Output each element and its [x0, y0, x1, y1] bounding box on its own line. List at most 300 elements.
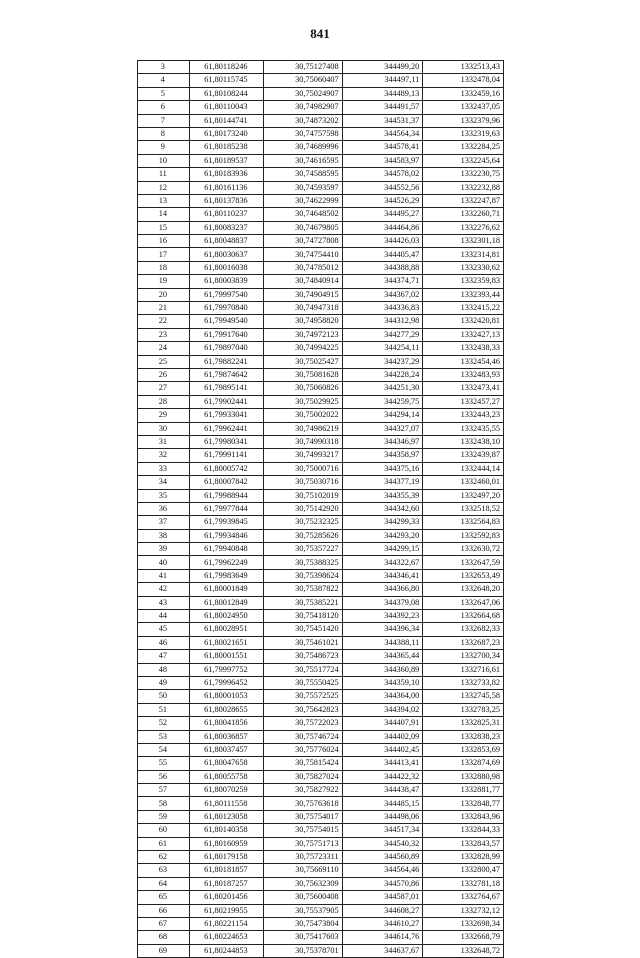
latitude-cell: 61,80219955	[189, 904, 263, 917]
longitude-cell: 30,75398624	[264, 569, 343, 582]
longitude-cell: 30,74993217	[264, 449, 343, 462]
table-row	[138, 208, 504, 221]
point-number-cell: 15	[138, 221, 190, 234]
table-row	[138, 877, 504, 890]
latitude-cell: 61,80110237	[189, 208, 263, 221]
longitude-cell: 30,75081628	[264, 368, 343, 381]
point-number-cell: 3	[138, 61, 190, 74]
point-number-cell: 57	[138, 784, 190, 797]
latitude-cell: 61,80001849	[189, 583, 263, 596]
point-number-cell: 63	[138, 864, 190, 877]
x-coordinate-cell: 344355,39	[342, 489, 423, 502]
x-coordinate-cell: 344299,15	[342, 543, 423, 556]
table-row	[138, 516, 504, 529]
y-coordinate-cell: 1332314,81	[423, 248, 504, 261]
y-coordinate-cell: 1332848,77	[423, 797, 504, 810]
latitude-cell: 61,80108244	[189, 87, 263, 100]
y-coordinate-cell: 1332439,87	[423, 449, 504, 462]
longitude-cell: 30,75723311	[264, 851, 343, 864]
table-row	[138, 141, 504, 154]
longitude-cell: 30,75142920	[264, 502, 343, 515]
longitude-cell: 30,74757598	[264, 127, 343, 140]
x-coordinate-cell: 344402,45	[342, 743, 423, 756]
point-number-cell: 27	[138, 382, 190, 395]
x-coordinate-cell: 344610,27	[342, 918, 423, 931]
y-coordinate-cell: 1332438,33	[423, 342, 504, 355]
table-row	[138, 569, 504, 582]
y-coordinate-cell: 1332513,43	[423, 61, 504, 74]
longitude-cell: 30,74990318	[264, 435, 343, 448]
y-coordinate-cell: 1332668,79	[423, 931, 504, 944]
y-coordinate-cell: 1332379,96	[423, 114, 504, 127]
point-number-cell: 31	[138, 435, 190, 448]
point-number-cell: 26	[138, 368, 190, 381]
latitude-cell: 61,80115745	[189, 74, 263, 87]
table-row	[138, 288, 504, 301]
x-coordinate-cell: 344322,67	[342, 556, 423, 569]
longitude-cell: 30,75387822	[264, 583, 343, 596]
y-coordinate-cell: 1332443,23	[423, 409, 504, 422]
latitude-cell: 61,80144741	[189, 114, 263, 127]
x-coordinate-cell: 344570,86	[342, 877, 423, 890]
latitude-cell: 61,80118246	[189, 61, 263, 74]
table-row	[138, 891, 504, 904]
latitude-cell: 61,79996452	[189, 676, 263, 689]
table-row	[138, 221, 504, 234]
x-coordinate-cell: 344312,98	[342, 315, 423, 328]
point-number-cell: 44	[138, 610, 190, 623]
longitude-cell: 30,74679805	[264, 221, 343, 234]
point-number-cell: 68	[138, 931, 190, 944]
point-number-cell: 54	[138, 743, 190, 756]
table-row	[138, 743, 504, 756]
y-coordinate-cell: 1332438,10	[423, 435, 504, 448]
x-coordinate-cell: 344405,47	[342, 248, 423, 261]
longitude-cell: 30,74840914	[264, 275, 343, 288]
point-number-cell: 52	[138, 717, 190, 730]
latitude-cell: 61,79940848	[189, 543, 263, 556]
x-coordinate-cell: 344251,30	[342, 382, 423, 395]
y-coordinate-cell: 1332284,25	[423, 141, 504, 154]
table-row	[138, 730, 504, 743]
x-coordinate-cell: 344485,15	[342, 797, 423, 810]
x-coordinate-cell: 344364,00	[342, 690, 423, 703]
latitude-cell: 61,80173240	[189, 127, 263, 140]
point-number-cell: 9	[138, 141, 190, 154]
x-coordinate-cell: 344277,29	[342, 328, 423, 341]
table-row	[138, 703, 504, 716]
latitude-cell: 61,80137836	[189, 194, 263, 207]
x-coordinate-cell: 344375,16	[342, 462, 423, 475]
x-coordinate-cell: 344374,71	[342, 275, 423, 288]
table-row	[138, 127, 504, 140]
longitude-cell: 30,74958820	[264, 315, 343, 328]
latitude-cell: 61,80028951	[189, 623, 263, 636]
latitude-cell: 61,79977844	[189, 502, 263, 515]
y-coordinate-cell: 1332800,47	[423, 864, 504, 877]
latitude-cell: 61,80070259	[189, 784, 263, 797]
x-coordinate-cell: 344367,02	[342, 288, 423, 301]
y-coordinate-cell: 1332828,99	[423, 851, 504, 864]
latitude-cell: 61,80012849	[189, 596, 263, 609]
x-coordinate-cell: 344388,11	[342, 636, 423, 649]
x-coordinate-cell: 344578,41	[342, 141, 423, 154]
longitude-cell: 30,75754015	[264, 824, 343, 837]
latitude-cell: 61,80111558	[189, 797, 263, 810]
table-row	[138, 824, 504, 837]
point-number-cell: 11	[138, 168, 190, 181]
longitude-cell: 30,75024907	[264, 87, 343, 100]
point-number-cell: 6	[138, 101, 190, 114]
point-number-cell: 18	[138, 261, 190, 274]
y-coordinate-cell: 1332664,68	[423, 610, 504, 623]
latitude-cell: 61,79988944	[189, 489, 263, 502]
longitude-cell: 30,75827024	[264, 770, 343, 783]
latitude-cell: 61,80037457	[189, 743, 263, 756]
table-row	[138, 810, 504, 823]
point-number-cell: 42	[138, 583, 190, 596]
x-coordinate-cell: 344359,10	[342, 676, 423, 689]
latitude-cell: 61,80161136	[189, 181, 263, 194]
x-coordinate-cell: 344526,29	[342, 194, 423, 207]
table-row	[138, 302, 504, 315]
y-coordinate-cell: 1332454,46	[423, 355, 504, 368]
point-number-cell: 60	[138, 824, 190, 837]
point-number-cell: 24	[138, 342, 190, 355]
longitude-cell: 30,75600408	[264, 891, 343, 904]
longitude-cell: 30,75763618	[264, 797, 343, 810]
y-coordinate-cell: 1332881,77	[423, 784, 504, 797]
y-coordinate-cell: 1332853,69	[423, 743, 504, 756]
point-number-cell: 65	[138, 891, 190, 904]
y-coordinate-cell: 1332276,62	[423, 221, 504, 234]
table-row	[138, 610, 504, 623]
latitude-cell: 61,80224653	[189, 931, 263, 944]
table-row	[138, 101, 504, 114]
x-coordinate-cell: 344498,06	[342, 810, 423, 823]
table-row	[138, 663, 504, 676]
longitude-cell: 30,74785012	[264, 261, 343, 274]
x-coordinate-cell: 344531,37	[342, 114, 423, 127]
longitude-cell: 30,75827922	[264, 784, 343, 797]
point-number-cell: 37	[138, 516, 190, 529]
point-number-cell: 25	[138, 355, 190, 368]
table-row	[138, 422, 504, 435]
latitude-cell: 61,80160959	[189, 837, 263, 850]
point-number-cell: 43	[138, 596, 190, 609]
table-row	[138, 248, 504, 261]
point-number-cell: 56	[138, 770, 190, 783]
point-number-cell: 62	[138, 851, 190, 864]
y-coordinate-cell: 1332260,71	[423, 208, 504, 221]
latitude-cell: 61,80024950	[189, 610, 263, 623]
table-row	[138, 489, 504, 502]
y-coordinate-cell: 1332698,34	[423, 918, 504, 931]
x-coordinate-cell: 344637,67	[342, 944, 423, 957]
latitude-cell: 61,80110043	[189, 101, 263, 114]
y-coordinate-cell: 1332648,20	[423, 583, 504, 596]
latitude-cell: 61,80083237	[189, 221, 263, 234]
point-number-cell: 28	[138, 395, 190, 408]
point-number-cell: 39	[138, 543, 190, 556]
point-number-cell: 5	[138, 87, 190, 100]
y-coordinate-cell: 1332437,05	[423, 101, 504, 114]
latitude-cell: 61,80244853	[189, 944, 263, 957]
longitude-cell: 30,75572525	[264, 690, 343, 703]
y-coordinate-cell: 1332880,98	[423, 770, 504, 783]
latitude-cell: 61,80007842	[189, 476, 263, 489]
table-row	[138, 676, 504, 689]
table-row	[138, 61, 504, 74]
table-row	[138, 74, 504, 87]
latitude-cell: 61,79980341	[189, 435, 263, 448]
table-row	[138, 596, 504, 609]
latitude-cell: 61,80047658	[189, 757, 263, 770]
latitude-cell: 61,80016038	[189, 261, 263, 274]
x-coordinate-cell: 344587,01	[342, 891, 423, 904]
table-row	[138, 529, 504, 542]
point-number-cell: 14	[138, 208, 190, 221]
x-coordinate-cell: 344346,41	[342, 569, 423, 582]
table-row	[138, 851, 504, 864]
table-row	[138, 623, 504, 636]
latitude-cell: 61,80189537	[189, 154, 263, 167]
latitude-cell: 61,79962441	[189, 422, 263, 435]
point-number-cell: 50	[138, 690, 190, 703]
latitude-cell: 61,79895141	[189, 382, 263, 395]
longitude-cell: 30,75722023	[264, 717, 343, 730]
y-coordinate-cell: 1332459,16	[423, 87, 504, 100]
x-coordinate-cell: 344342,60	[342, 502, 423, 515]
table-row	[138, 395, 504, 408]
longitude-cell: 30,74994225	[264, 342, 343, 355]
point-number-cell: 32	[138, 449, 190, 462]
longitude-cell: 30,75285626	[264, 529, 343, 542]
y-coordinate-cell: 1332687,23	[423, 636, 504, 649]
y-coordinate-cell: 1332682,33	[423, 623, 504, 636]
longitude-cell: 30,74727808	[264, 235, 343, 248]
table-row	[138, 87, 504, 100]
latitude-cell: 61,79933041	[189, 409, 263, 422]
point-number-cell: 17	[138, 248, 190, 261]
latitude-cell: 61,79917640	[189, 328, 263, 341]
point-number-cell: 66	[138, 904, 190, 917]
x-coordinate-cell: 344540,32	[342, 837, 423, 850]
table-row	[138, 194, 504, 207]
longitude-cell: 30,74873202	[264, 114, 343, 127]
x-coordinate-cell: 344394,02	[342, 703, 423, 716]
point-number-cell: 40	[138, 556, 190, 569]
table-row	[138, 904, 504, 917]
longitude-cell: 30,74622999	[264, 194, 343, 207]
table-row	[138, 435, 504, 448]
table-row	[138, 650, 504, 663]
longitude-cell: 30,75029925	[264, 395, 343, 408]
x-coordinate-cell: 344464,86	[342, 221, 423, 234]
point-number-cell: 23	[138, 328, 190, 341]
longitude-cell: 30,75632309	[264, 877, 343, 890]
x-coordinate-cell: 344578,02	[342, 168, 423, 181]
y-coordinate-cell: 1332838,23	[423, 730, 504, 743]
longitude-cell: 30,75473804	[264, 918, 343, 931]
longitude-cell: 30,75517724	[264, 663, 343, 676]
longitude-cell: 30,75127408	[264, 61, 343, 74]
point-number-cell: 38	[138, 529, 190, 542]
y-coordinate-cell: 1332230,75	[423, 168, 504, 181]
point-number-cell: 59	[138, 810, 190, 823]
y-coordinate-cell: 1332245,64	[423, 154, 504, 167]
longitude-cell: 30,74754410	[264, 248, 343, 261]
x-coordinate-cell: 344396,34	[342, 623, 423, 636]
longitude-cell: 30,74986219	[264, 422, 343, 435]
latitude-cell: 61,80021651	[189, 636, 263, 649]
y-coordinate-cell: 1332473,41	[423, 382, 504, 395]
y-coordinate-cell: 1332592,83	[423, 529, 504, 542]
longitude-cell: 30,74972123	[264, 328, 343, 341]
x-coordinate-cell: 344379,08	[342, 596, 423, 609]
longitude-cell: 30,75030716	[264, 476, 343, 489]
table-row	[138, 690, 504, 703]
x-coordinate-cell: 344499,20	[342, 61, 423, 74]
table-row	[138, 864, 504, 877]
x-coordinate-cell: 344583,97	[342, 154, 423, 167]
latitude-cell: 61,79874642	[189, 368, 263, 381]
y-coordinate-cell: 1332478,04	[423, 74, 504, 87]
point-number-cell: 36	[138, 502, 190, 515]
longitude-cell: 30,75751713	[264, 837, 343, 850]
table-row	[138, 784, 504, 797]
point-number-cell: 20	[138, 288, 190, 301]
coordinates-table	[137, 60, 504, 958]
point-number-cell: 30	[138, 422, 190, 435]
y-coordinate-cell: 1332497,20	[423, 489, 504, 502]
x-coordinate-cell: 344377,19	[342, 476, 423, 489]
point-number-cell: 16	[138, 235, 190, 248]
point-number-cell: 12	[138, 181, 190, 194]
table-row	[138, 449, 504, 462]
x-coordinate-cell: 344228,24	[342, 368, 423, 381]
longitude-cell: 30,75417603	[264, 931, 343, 944]
page-number: 841	[310, 26, 330, 41]
longitude-cell: 30,75378701	[264, 944, 343, 957]
x-coordinate-cell: 344614,76	[342, 931, 423, 944]
table-row	[138, 944, 504, 957]
table-row	[138, 717, 504, 730]
point-number-cell: 61	[138, 837, 190, 850]
longitude-cell: 30,75451420	[264, 623, 343, 636]
longitude-cell: 30,74689996	[264, 141, 343, 154]
table-row	[138, 275, 504, 288]
longitude-cell: 30,75102019	[264, 489, 343, 502]
y-coordinate-cell: 1332700,34	[423, 650, 504, 663]
point-number-cell: 13	[138, 194, 190, 207]
latitude-cell: 61,80048837	[189, 235, 263, 248]
x-coordinate-cell: 344346,97	[342, 435, 423, 448]
longitude-cell: 30,75776024	[264, 743, 343, 756]
y-coordinate-cell: 1332415,22	[423, 302, 504, 315]
longitude-cell: 30,74904915	[264, 288, 343, 301]
latitude-cell: 61,80036857	[189, 730, 263, 743]
y-coordinate-cell: 1332781,18	[423, 877, 504, 890]
table-row	[138, 342, 504, 355]
longitude-cell: 30,75486723	[264, 650, 343, 663]
y-coordinate-cell: 1332301,18	[423, 235, 504, 248]
point-number-cell: 45	[138, 623, 190, 636]
longitude-cell: 30,75642823	[264, 703, 343, 716]
latitude-cell: 61,80221154	[189, 918, 263, 931]
x-coordinate-cell: 344392,23	[342, 610, 423, 623]
point-number-cell: 8	[138, 127, 190, 140]
latitude-cell: 61,79970840	[189, 302, 263, 315]
y-coordinate-cell: 1332745,58	[423, 690, 504, 703]
table-row	[138, 114, 504, 127]
longitude-cell: 30,75754017	[264, 810, 343, 823]
y-coordinate-cell: 1332648,72	[423, 944, 504, 957]
table-row	[138, 154, 504, 167]
y-coordinate-cell: 1332319,63	[423, 127, 504, 140]
longitude-cell: 30,74588595	[264, 168, 343, 181]
latitude-cell: 61,79939845	[189, 516, 263, 529]
point-number-cell: 55	[138, 757, 190, 770]
latitude-cell: 61,80201456	[189, 891, 263, 904]
latitude-cell: 61,80041856	[189, 717, 263, 730]
latitude-cell: 61,79882241	[189, 355, 263, 368]
y-coordinate-cell: 1332844,33	[423, 824, 504, 837]
latitude-cell: 61,80030637	[189, 248, 263, 261]
longitude-cell: 30,75815424	[264, 757, 343, 770]
x-coordinate-cell: 344237,29	[342, 355, 423, 368]
y-coordinate-cell: 1332232,88	[423, 181, 504, 194]
table-row	[138, 636, 504, 649]
point-number-cell: 22	[138, 315, 190, 328]
y-coordinate-cell: 1332653,49	[423, 569, 504, 582]
point-number-cell: 4	[138, 74, 190, 87]
point-number-cell: 69	[138, 944, 190, 957]
y-coordinate-cell: 1332764,67	[423, 891, 504, 904]
table-row	[138, 462, 504, 475]
x-coordinate-cell: 344358,97	[342, 449, 423, 462]
table-row	[138, 837, 504, 850]
x-coordinate-cell: 344426,03	[342, 235, 423, 248]
longitude-cell: 30,75232325	[264, 516, 343, 529]
point-number-cell: 58	[138, 797, 190, 810]
y-coordinate-cell: 1332247,87	[423, 194, 504, 207]
table-row	[138, 797, 504, 810]
y-coordinate-cell: 1332444,14	[423, 462, 504, 475]
point-number-cell: 64	[138, 877, 190, 890]
y-coordinate-cell: 1332647,06	[423, 596, 504, 609]
x-coordinate-cell: 344491,57	[342, 101, 423, 114]
y-coordinate-cell: 1332783,25	[423, 703, 504, 716]
table-row	[138, 918, 504, 931]
x-coordinate-cell: 344254,11	[342, 342, 423, 355]
table-row	[138, 757, 504, 770]
latitude-cell: 61,80003839	[189, 275, 263, 288]
longitude-cell: 30,74593597	[264, 181, 343, 194]
latitude-cell: 61,80028655	[189, 703, 263, 716]
table-row	[138, 476, 504, 489]
table-row	[138, 235, 504, 248]
x-coordinate-cell: 344438,47	[342, 784, 423, 797]
x-coordinate-cell: 344497,11	[342, 74, 423, 87]
point-number-cell: 29	[138, 409, 190, 422]
latitude-cell: 61,80183936	[189, 168, 263, 181]
x-coordinate-cell: 344259,75	[342, 395, 423, 408]
table-row	[138, 770, 504, 783]
longitude-cell: 30,75550425	[264, 676, 343, 689]
longitude-cell: 30,74982907	[264, 101, 343, 114]
table-row	[138, 382, 504, 395]
